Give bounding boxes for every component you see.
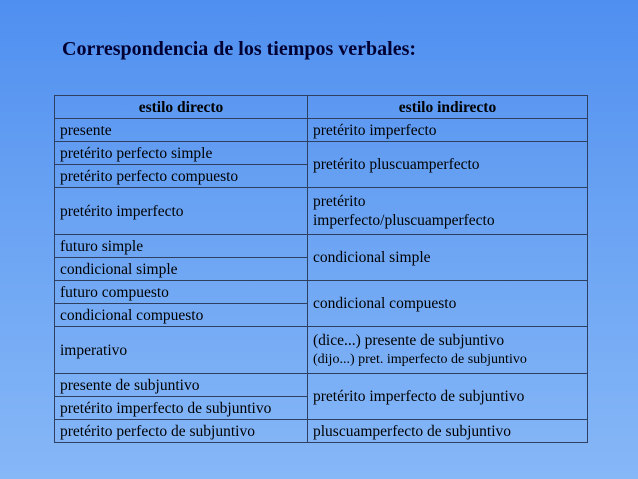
cell-directo: futuro compuesto [55, 281, 308, 304]
cell-directo: pretérito perfecto compuesto [55, 165, 308, 188]
table-row [55, 188, 588, 235]
cell-indirecto: condicional simple [308, 235, 588, 281]
cell-indirecto-line: pretérito [313, 193, 366, 210]
header-estilo-indirecto: estilo indirecto [308, 96, 588, 119]
table-header-row [55, 96, 588, 119]
table-row [55, 420, 588, 443]
cell-directo: pretérito imperfecto [55, 188, 308, 235]
cell-indirecto: pretérito imperfecto de subjuntivo [308, 374, 588, 420]
cell-directo: presente [55, 119, 308, 142]
table-row [55, 327, 588, 374]
cell-directo: imperativo [55, 327, 308, 374]
cell-directo: presente de subjuntivo [55, 374, 308, 397]
cell-directo: futuro simple [55, 235, 308, 258]
table-row [55, 119, 588, 142]
cell-indirecto [308, 327, 588, 374]
cell-indirecto-line: (dijo...) pret. imperfecto de subjuntivo [313, 352, 527, 367]
table-row [55, 142, 588, 165]
header-estilo-directo: estilo directo [55, 96, 308, 119]
cell-indirecto: condicional compuesto [308, 281, 588, 327]
cell-indirecto: pretérito pluscuamperfecto [308, 142, 588, 188]
cell-indirecto-line: imperfecto/pluscuamperfecto [313, 212, 495, 229]
cell-indirecto: pluscuamperfecto de subjuntivo [308, 420, 588, 443]
cell-directo: condicional simple [55, 258, 308, 281]
cell-directo: condicional compuesto [55, 304, 308, 327]
cell-indirecto [308, 188, 588, 235]
table-row [55, 374, 588, 397]
cell-indirecto: pretérito imperfecto [308, 119, 588, 142]
cell-directo: pretérito imperfecto de subjuntivo [55, 397, 308, 420]
cell-directo: pretérito perfecto de subjuntivo [55, 420, 308, 443]
table-row [55, 235, 588, 258]
cell-directo: pretérito perfecto simple [55, 142, 308, 165]
slide-title: Correspondencia de los tiempos verbales: [62, 38, 417, 60]
tense-correspondence-table [54, 95, 588, 443]
cell-indirecto-line: (dice...) presente de subjuntivo [313, 332, 505, 349]
table-row [55, 281, 588, 304]
